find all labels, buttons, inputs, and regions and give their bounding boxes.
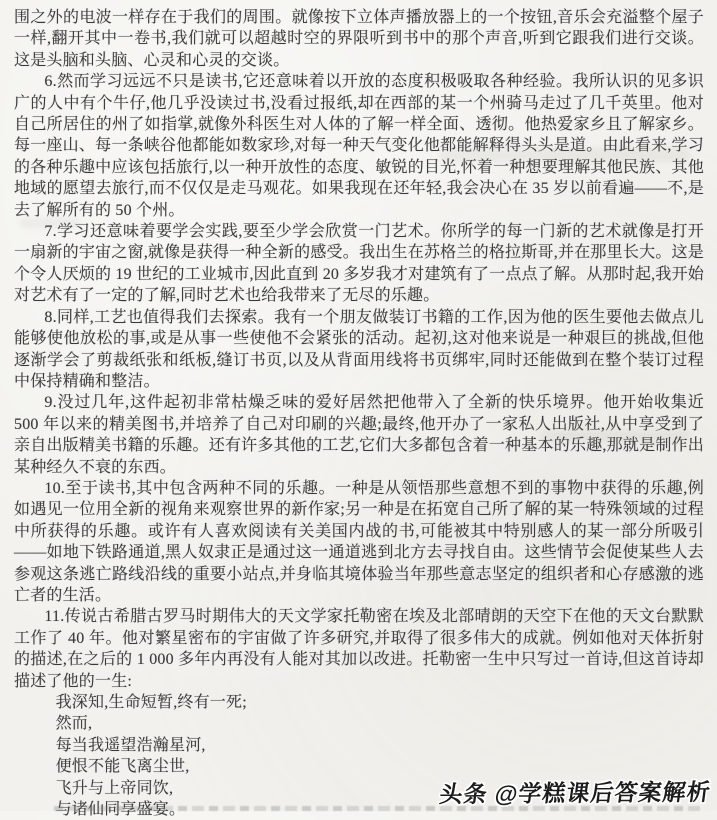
poem-line: 便恨不能飞离尘世, bbox=[55, 758, 190, 776]
paragraph-continuation: 围之外的电波一样存在于我们的周围。就像按下立体声播放器上的一个按钮,音乐会充溢整个屋子一样,翻开其中一卷书,我们就可以超越时空的界限听到书中的那个声音,听到它跟我们进行交谈。这是头脑和头脑、心灵和心灵的交谈。 bbox=[14, 9, 704, 69]
poem-line: 飞升与上帝同饮, bbox=[55, 779, 174, 797]
poem-line: 与诸仙同享盛宴。 bbox=[55, 801, 186, 819]
paragraph-8: 8.同样,工艺也值得我们去探索。我有一个朋友做装订书籍的工作,因为他的医生要他去做点儿能够使他放松的事,或是从事一些使他不会紧张的活动。起初,这对他来说是一种艰巨的挑战,但他逐渐学会了剪裁纸张和纸板,缝订书页,以及从背面用线将书页绑牢,同时还能做到在整个装订过程中保持精确和整洁。 bbox=[14, 308, 704, 390]
paragraph-11: 11.传说古希腊古罗马时期伟大的天文学家托勒密在埃及北部晴朗的天空下在他的天文台默默工作了 40 年。他对繁星密布的宇宙做了许多研究,并取得了很多伟大的成就。例如他对天体折射的描述,在之后的 1 000 多年内再没有人能对其加以改进。托勒密一生中只写过一首诗,但这首诗却描述了他的一生: bbox=[14, 608, 704, 690]
poem-line: 每当我遥望浩瀚星河, bbox=[55, 736, 206, 754]
paragraph-10: 10.至于读书,其中包含两种不同的乐趣。一种是从领悟那些意想不到的事物中获得的乐趣,例如遇见一位用全新的视角来观察世界的新作家;另一种是在拓宽自己所了解的某一特殊领域的过程中所获得的乐趣。或许有人喜欢阅读有关美国内战的书,可能被其中特别感人的某一部分所吸引——如地下铁路通道,黑人奴隶正是通过这一通道逃到北方去寻找自由。这些情节会促使某些人去参观这条逃亡路线沿线的重要小站点,并身临其境体验当年那些意志坚定的组织者和心存感激的逃亡者的生活。 bbox=[14, 479, 704, 604]
paragraph-7: 7.学习还意味着要学会实践,要至少学会欣赏一门艺术。你所学的每一门新的艺术就像是打开一扇新的宇宙之窗,就像是获得一种全新的感受。我出生在苏格兰的格拉斯哥,并在那里长大。这是个令人厌烦的 19 世纪的工业城市,因此直到 20 多岁我才对建筑有了一点点了解。从那时起,我开始对艺术有了一定的了解,同时艺术也给我带来了无尽的乐趣。 bbox=[14, 223, 704, 305]
poem-line: 然而, bbox=[55, 715, 93, 733]
poem-line: 我深知,生命短暂,终有一死; bbox=[55, 694, 247, 711]
watermark: 头条 @学糕课后答案解析 bbox=[438, 778, 713, 808]
paragraph-9: 9.没过几年,这件起初非常枯燥乏味的爱好居然把他带入了全新的快乐境界。他开始收集近 500 年以来的精美图书,并培养了自己对印刷的兴趣;最终,他开办了一家私人出版社,从中享受到了亲自出版精美书籍的乐趣。还有许多其他的工艺,它们大多都包含着一种基本的乐趣,那就是制作出某种经久不衰的东西。 bbox=[14, 394, 704, 476]
paragraph-6: 6.然而学习远远不只是读书,它还意味着以开放的态度积极吸取各种经验。我所认识的见多识广的人中有个牛仔,他几乎没读过书,没看过报纸,却在西部的某一个州骑马走过了几千英里。他对自己所居住的州了如指掌,就像外科医生对人体的了解一样全面、透彻。他热爱家乡且了解家乡。每一座山、每一条峡谷他都能如数家珍,对每一种天气变化他都能解释得头头是道。由此看来,学习的各种乐趣中应该包括旅行,以一种开放性的态度、敏锐的目光,怀着一种想要理解其他民族、其他地域的愿望去旅行,而不仅仅是走马观花。如果我现在还年轻,我会决心在 35 岁以前看遍——不,是去了解所有的 50 个州。 bbox=[14, 73, 704, 219]
document-body-text bbox=[14, 7, 704, 820]
